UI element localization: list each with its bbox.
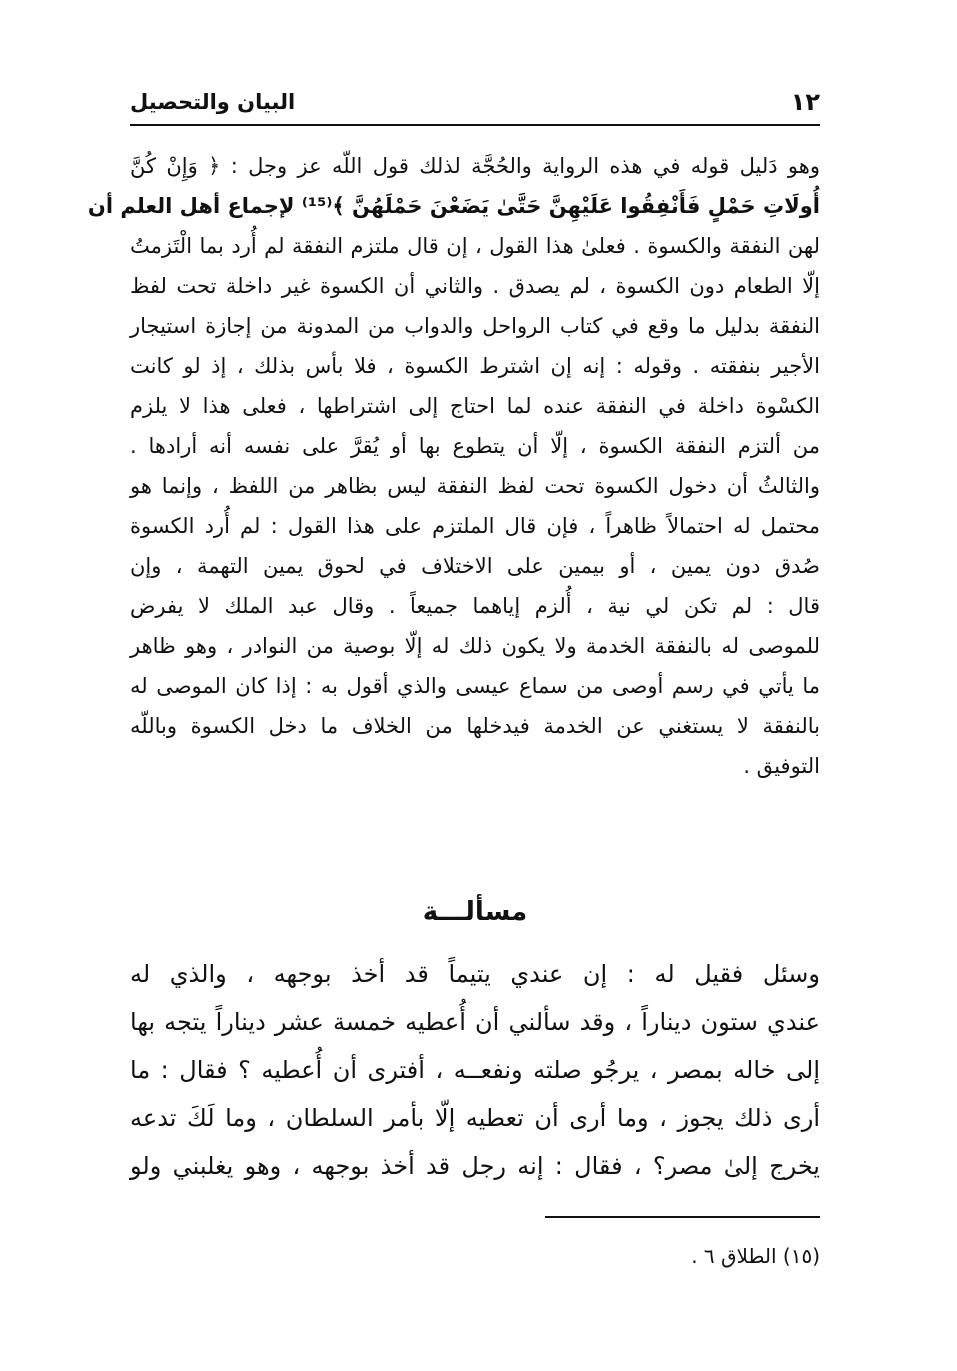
text-line: إلى خاله بمصر ، يرجُو صلته ونفعــه ، أفترى أن أُعطيه ؟ فقال : ما: [130, 1056, 820, 1084]
footnote-divider: [545, 1216, 820, 1218]
header-divider: [130, 124, 820, 126]
text-line: وهو دَليل قوله في هذه الرواية والحُجَّة لذلك قول اللّه عز وجل : ﴿ وَإِنْ كُنَّ: [130, 154, 820, 178]
text-line: التوفيق .: [743, 754, 820, 778]
text-line: وسئل فقيل له : إن عندي يتيماً قد أخذ بوجهه ، والذي له: [130, 960, 820, 988]
text-line: عندي ستون ديناراً ، وقد سألني أن أُعطيه خمسة عشر ديناراً يتجه بها: [130, 1008, 820, 1036]
text-line: الأجير بنفقته . وقوله : إنه إن اشترط الكسوة ، فلا بأس بذلك ، إذ لو كانت: [130, 354, 820, 378]
text-line: أُولَاتِ حَمْلٍ فَأَنْفِقُوا عَلَيْهِنَّ حَتَّىٰ يَضَعْنَ حَمْلَهُنَّ ﴾⁽¹⁵⁾ لإجماع أهل العلم أن: [87, 194, 820, 218]
text-line: للموصى له بالنفقة الخدمة ولا يكون ذلك له إلّا بوصية من النوادر ، وهو ظاهر: [130, 634, 820, 658]
text-line: من ألتزم النفقة الكسوة ، إلّا أن يتطوع بها أو يُقرَّ على نفسه أنه أرادها .: [130, 434, 820, 458]
text-line: قال : لم تكن لي نية ، أُلزم إياهما جميعاً . وقال عبد الملك لا يفرض: [130, 594, 820, 618]
text-line: يخرج إلىٰ مصر؟ ، فقال : إنه رجل قد أخذ بوجهه ، وهو يغلبني ولو: [130, 1152, 820, 1180]
section-paragraph: [130, 950, 820, 1190]
text-line: ما يأتي في رسم أوصى من سماع عيسى والذي أقول به : إذا كان الموصى له: [130, 674, 820, 698]
text-line: النفقة بدليل ما وقع في كتاب الرواحل والدواب من المدونة من إجازة استيجار: [130, 314, 820, 338]
page-number: ١٢: [790, 88, 820, 116]
text-line: والثالثُ أن دخول الكسوة تحت لفظ النفقة ليس بظاهر من اللفظ ، وإنما هو: [130, 474, 820, 498]
text-line: لهن النفقة والكسوة . فعلىٰ هذا القول ، إن قال ملتزم النفقة لم أُرد بما الْتَزمتُ: [130, 234, 820, 258]
text-line: الكسْوة داخلة في النفقة عنده لما احتاج إلى اشتراطها ، فعلى هذا لا يلزم: [130, 394, 820, 418]
text-line: بالنفقة لا يستغني عن الخدمة فيدخلها من الخلاف ما دخل الكسوة وباللّه: [130, 714, 820, 738]
text-line: إلّا الطعام دون الكسوة ، لم يصدق . والثاني أن الكسوة غير داخلة تحت لفظ: [130, 274, 820, 298]
footnote: (١٥) الطلاق ٦ .: [691, 1244, 820, 1268]
running-title: البيان والتحصيل: [130, 90, 296, 114]
section-heading: مسألـــة: [422, 897, 528, 927]
text-line: أرى ذلك يجوز ، وما أرى أن تعطيه إلّا بأمر السلطان ، وما لَكَ تدعه: [130, 1104, 820, 1132]
main-paragraph: [87, 146, 820, 786]
text-line: محتمل له احتمالاً ظاهراً ، فإن قال الملتزم على هذا القول : لم أُرد الكسوة: [130, 514, 820, 538]
page-header: [130, 84, 820, 124]
text-line: صُدق دون يمين ، أو بيمين على الاختلاف في لحوق يمين التهمة ، وإن: [130, 554, 820, 578]
